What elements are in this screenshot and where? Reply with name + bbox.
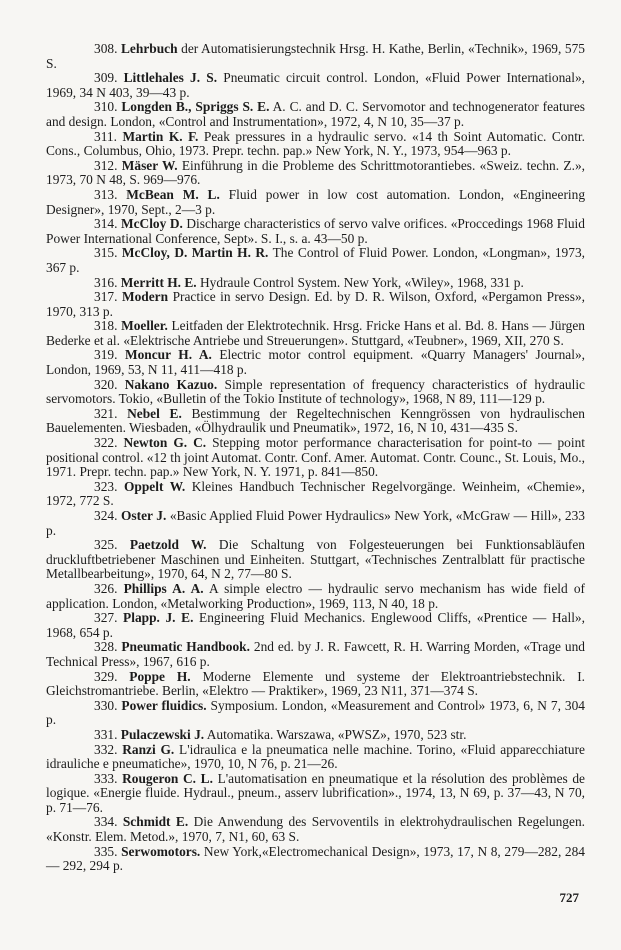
reference-number: 329.	[94, 668, 118, 684]
reference-entry	[46, 436, 585, 480]
reference-text: Einführung in die Probleme des Schrittmotorantiebes. «Sweiz. techn. Z.», 1973, 70 N 48, S. 969—976.	[46, 157, 585, 188]
reference-entry	[46, 699, 585, 728]
reference-list	[46, 42, 585, 874]
reference-text: Kleines Handbuch Technischer Regelvorgänge. Weinheim, «Chemie», 1972, 772 S.	[46, 478, 585, 509]
reference-text: Symposium. London, «Measurement and Control» 1973, 6, N 7, 304 p.	[46, 697, 585, 728]
reference-number: 334.	[94, 814, 118, 830]
reference-author: Plapp. J. E.	[123, 610, 194, 626]
reference-entry	[46, 319, 585, 348]
reference-author: Martin K. F.	[122, 128, 199, 144]
reference-number: 327.	[94, 610, 118, 626]
reference-entry	[46, 217, 585, 246]
reference-number: 322.	[94, 435, 118, 451]
reference-author: Rougeron C. L.	[122, 770, 213, 786]
reference-number: 311.	[94, 128, 117, 144]
reference-author: Littlehales J. S.	[123, 70, 218, 86]
reference-entry	[46, 130, 585, 159]
reference-entry	[46, 246, 585, 275]
reference-number: 332.	[94, 741, 118, 757]
reference-author: Moncur H. A.	[124, 347, 212, 363]
reference-author: Oppelt W.	[123, 478, 186, 494]
reference-author: Pneumatic Handbook.	[121, 639, 250, 655]
reference-author: Mäser W.	[121, 157, 178, 173]
reference-number: 321.	[94, 405, 118, 421]
reference-number: 328.	[94, 639, 118, 655]
reference-number: 319.	[94, 347, 118, 363]
reference-entry	[46, 480, 585, 509]
reference-text: L'idraulica e la pneumatica nelle machine. Torino, «Fluid apparecchiature idrauliche e pneumatiche», 1970, 10, N 76, p. 21—26.	[46, 741, 585, 772]
reference-number: 315.	[94, 245, 118, 261]
reference-entry	[46, 509, 585, 538]
reference-author: Power fluidics.	[121, 697, 207, 713]
reference-entry	[46, 728, 585, 743]
reference-text: Stepping motor performance characterisation for point-to — point positional control. «12 th joint Automat. Contr. Conf. Amer. Automat. Contr. Counc., St. Louis, Mo., 1971. Prepr. techn. pap.» New York, N. Y. 1971, p. 841—850.	[46, 435, 585, 480]
reference-entry	[46, 378, 585, 407]
reference-author: Modern	[121, 289, 169, 305]
reference-text: Leitfaden der Elektrotechnik. Hrsg. Fricke Hans et al. Bd. 8. Hans — Jürgen Bederke et al. «Elektrische Antriebe und Streuerungen». Stuttgard, «Teubner», 1969, XII, 270 S.	[46, 318, 585, 348]
reference-number: 323.	[94, 478, 118, 494]
reference-text: Electric motor control equipment. «Quarry Managers' Journal», London, 1969, 53, N 11, 411—418 p.	[46, 347, 585, 378]
reference-entry	[46, 100, 585, 129]
reference-number: 330.	[94, 697, 118, 713]
reference-entry	[46, 845, 585, 874]
reference-number: 308.	[94, 41, 118, 56]
reference-number: 325.	[94, 537, 118, 553]
reference-author: Nakano Kazuo.	[124, 376, 218, 392]
reference-entry	[46, 611, 585, 640]
reference-entry	[46, 670, 585, 699]
reference-text: Practice in servo Design. Ed. by D. R. Wilson, Oxford, «Pergamon Press», 1970, 313 p.	[46, 289, 585, 319]
page-number: 727	[559, 890, 579, 905]
reference-author: Nebel E.	[127, 405, 182, 421]
reference-text: Die Anwendung des Servoventils in elektrohydraulischen Regelungen. «Konstr. Elem. Metod.», 1970, 7, N1, 60, 63 S.	[46, 814, 585, 845]
reference-text: Pneumatic circuit control. London, «Fluid Power International», 1969, 34 N 403, 39—43 p.	[46, 70, 585, 100]
reference-author: Paetzold W.	[129, 537, 207, 553]
reference-entry	[46, 159, 585, 188]
reference-author: McCloy, D. Martin H. R.	[121, 245, 269, 261]
reference-text: Discharge characteristics of servo valve orifices. «Proccedings 1968 Fluid Power International Conference, Sept». S. I., s. a. 43—50 p.	[46, 216, 585, 246]
reference-entry	[46, 276, 585, 291]
reference-author: Merritt H. E.	[120, 274, 197, 290]
reference-author: McBean M. L.	[126, 186, 220, 202]
reference-entry	[46, 348, 585, 377]
reference-author: Poppe H.	[129, 668, 191, 684]
reference-text: 2nd ed. by J. R. Fawcett, R. H. Warring Morden, «Trage und Technical Press», 1967, 616 p.	[46, 639, 585, 669]
reference-text: Engineering Fluid Mechanics. Englewood Cliffs, «Prentice — Hall», 1968, 654 p.	[46, 610, 585, 640]
reference-entry	[46, 290, 585, 319]
reference-author: Oster J.	[120, 508, 167, 523]
reference-text: Moderne Elemente und systeme der Elektroantriebstechnik. I. Gleichstromantriebe. Berlin, «Elektro — Praktiker», 1969, 23 N11, 371—374 S.	[46, 668, 586, 699]
reference-text: Bestimmung der Regeltechnischen Kenngrössen von hydraulischen Bauelementen. Wiesbaden, «Ölhydraulik und Pneumatik», 1972, 16, N 10, 431—435 S.	[46, 405, 585, 436]
reference-number: 324.	[94, 508, 118, 523]
reference-text: The Control of Fluid Power. London, «Longman», 1973, 367 p.	[46, 245, 585, 275]
reference-number: 316.	[94, 274, 118, 290]
reference-author: Longden B., Spriggs S. E.	[121, 99, 270, 115]
reference-entry	[46, 582, 585, 611]
reference-number: 317.	[94, 289, 118, 305]
reference-author: Pulaczewski J.	[120, 726, 205, 742]
reference-entry	[46, 772, 585, 816]
reference-entry	[46, 743, 585, 772]
reference-text: Automatika. Warszawa, «PWSZ», 1970, 523 str.	[206, 726, 467, 742]
reference-author: Phillips A. A.	[123, 580, 204, 596]
reference-author: McCloy D.	[120, 216, 183, 232]
reference-text: Simple representation of frequency characteristics of hydraulic servomotors. Tokio, «Bulletin of the Tokio Institute of technology», 1968, N 89, 111—129 p.	[46, 376, 585, 407]
reference-entry	[46, 71, 585, 100]
reference-entry	[46, 188, 585, 217]
reference-author: Newton G. C.	[123, 435, 207, 451]
reference-author: Ranzi G.	[122, 741, 175, 757]
reference-entry	[46, 42, 585, 71]
reference-number: 312.	[94, 157, 118, 173]
reference-author: Serwomotors.	[121, 843, 201, 859]
reference-text: Fluid power in low cost automation. London, «Engineering Designer», 1970, Sept., 2—3 p.	[46, 186, 586, 217]
reference-text: New York,«Electromechanical Design», 1973, 17, N 8, 279—282, 284 — 292, 294 p.	[46, 843, 585, 874]
reference-number: 313.	[94, 186, 118, 202]
reference-text: A. C. and D. C. Servomotor and technogenerator features and design. London, «Control and Instrumentation», 1972, 4, N 10, 35—37 p.	[46, 99, 586, 129]
reference-number: 310.	[94, 99, 118, 115]
reference-text: Hydraule Control System. New York, «Wiley», 1968, 331 p.	[200, 274, 524, 290]
reference-text: L'automatisation en pneumatique et la résolution des problèmes de logique. «Energie fluide. Hydraul., pneum., asserv lubrification»., 1974, 13, N 69, p. 37—43, N 70, p. 71—76.	[46, 770, 585, 815]
reference-number: 335.	[94, 843, 118, 859]
reference-number: 333.	[94, 770, 118, 786]
reference-text: der Automatisierungstechnik Hrsg. H. Kathe, Berlin, «Technik», 1969, 575 S.	[46, 41, 585, 71]
reference-entry	[46, 407, 585, 436]
reference-text: Die Schaltung von Folgesteuerungen bei Funktionsabläufen druckluftbetriebener Maschinen und Einheiten. Stuttgart, «Technisches Zentralblatt für practische Metallbearbeitung», 1970, 64, N 2, 77—80 S.	[46, 537, 585, 582]
reference-number: 331.	[94, 726, 118, 742]
reference-entry	[46, 640, 585, 669]
reference-text: «Basic Applied Fluid Power Hydraulics» New York, «McGraw — Hill», 233 p.	[46, 508, 586, 538]
reference-number: 318.	[94, 318, 118, 334]
reference-number: 314.	[94, 216, 118, 232]
reference-entry	[46, 538, 585, 582]
reference-number: 320.	[94, 376, 118, 392]
reference-number: 326.	[94, 580, 118, 596]
reference-author: Schmidt E.	[122, 814, 189, 830]
reference-author: Lehrbuch	[121, 41, 178, 56]
reference-author: Moeller.	[121, 318, 168, 334]
reference-text: A simple electro — hydraulic servo mechanism has wide field of application. London, «Metalworking Production», 1969, 113, N 40, 18 p.	[46, 580, 586, 611]
reference-text: Peak pressures in a hydraulic servo. «14 th Soint Automatic. Contr. Cons., Columbus, Ohio, 1973. Prepr. techn. pap.» New York, N. Y., 1973, 954—963 p.	[46, 128, 585, 159]
reference-entry	[46, 815, 585, 844]
reference-number: 309.	[94, 70, 118, 86]
